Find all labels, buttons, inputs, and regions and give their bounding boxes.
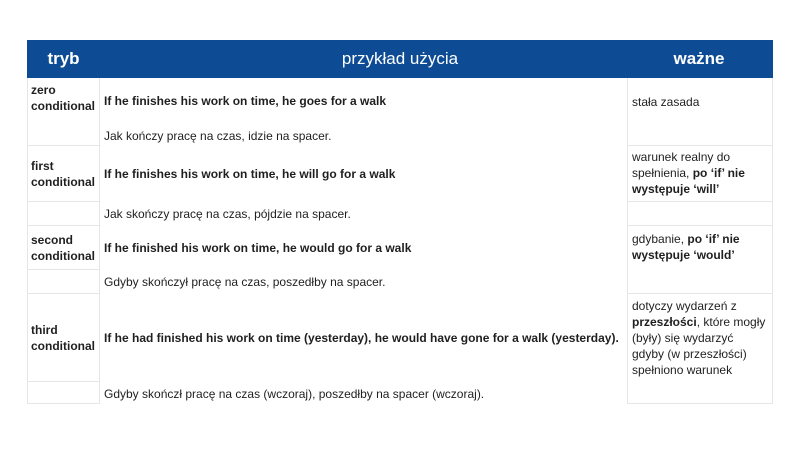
example-zero: If he finishes his work on time, he goes for a walk [104,94,387,108]
header-tryb: tryb [47,49,80,68]
note-first-bold: po ‘if’ nie występuje ‘will’ [632,166,745,196]
example-third: If he had finished his work on time (yesterday), he would have gone for a walk (yesterday). [104,331,619,345]
tryb-spacer-2 [27,270,100,294]
translation-zero: Jak kończy pracę na czas, idzie na spacer. [104,129,332,143]
tryb-zero: zero conditional [27,78,100,146]
note-third-bold: przeszłości [632,315,697,329]
note-zero: stała zasada [627,78,773,146]
note-spacer [627,202,773,226]
note-second-text: gdybanie, [632,232,688,246]
note-second [627,226,773,294]
translation-first: Jak skończy pracę na czas, pójdzie na spacer. [104,207,351,221]
header-wazne: ważne [673,49,725,68]
example-second: If he finished his work on time, he would go for a walk [104,241,412,255]
note-third-rest: , które mogły (były) się wydarzyć gdyby (w przeszłości) spełniono warunek [632,315,766,377]
tryb-third: third conditional [27,294,100,382]
translation-third: Gdyby skończł pracę na czas (wczoraj), poszedłby na spacer (wczoraj). [104,387,485,401]
tryb-spacer [27,202,100,226]
tryb-first: first conditional [27,146,100,202]
tryb-second: second conditional [27,226,100,270]
example-first: If he finishes his work on time, he will go for a walk [104,167,396,181]
note-first [627,146,773,202]
table-header [27,40,773,78]
note-first-text: warunek realny do spełnienia, [632,150,731,180]
note-second-wrap [632,231,768,263]
note-third-text: dotyczy wydarzeń z [632,299,737,313]
note-third [627,294,773,404]
header-przyklad: przykład użycia [341,49,459,68]
note-second-bold: po ‘if’ nie występuje ‘would’ [632,232,740,262]
tryb-spacer-3 [27,382,100,404]
translation-second: Gdyby skończył pracę na czas, poszedłby na spacer. [104,275,386,289]
